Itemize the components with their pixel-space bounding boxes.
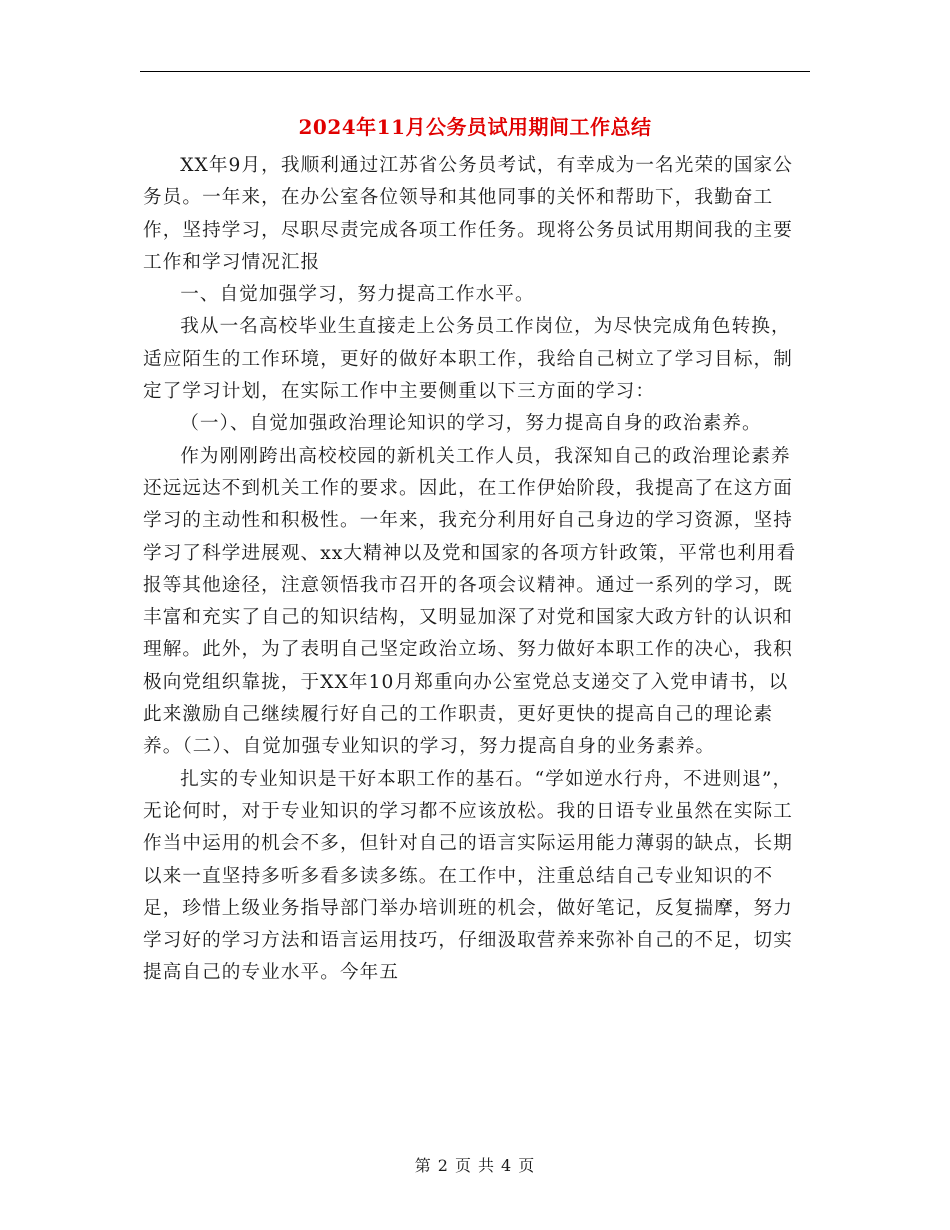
footer-suffix: 页 xyxy=(518,1156,536,1175)
paragraph-political-study: 作为刚刚跨出高校校园的新机关工作人员，我深知自己的政治理论素养还远远达不到机关工作的要求。因此，在工作伊始阶段，我提高了在这方面学习的主动性和积极性。一年来，我充分利用好自己身边的学习资源，坚持学习了科学进展观、xx大精神以及党和国家的各项方针政策，平常也利用看报等其他途径，注意领悟我市召开的各项会议精神。通过一系列的学习，既丰富和充实了自己的知识结构，又明显加深了对党和国家大政方针的认识和理解。此外，为了表明自己坚定政治立场、努力做好本职工作的决心，我积极向党组织靠拢，于XX年10月郑重向办公室党总支递交了入党申请书，以此来激励自己继续履行好自己的工作职责，更好更快的提高自己的理论素养。（二）、自觉加强专业知识的学习，努力提高自身的业务素养。 xyxy=(143,445,797,758)
footer-total-pages: 4 xyxy=(501,1156,513,1175)
paragraph-intro: XX年9月，我顺利通过江苏省公务员考试，有幸成为一名光荣的国家公务员。一年来，在办公室各位领导和其他同事的关怀和帮助下，我勤奋工作，坚持学习，尽职尽责完成各项工作任务。现将公务员试用期间我的主要工作和学习情况汇报 xyxy=(143,155,793,273)
footer-page-label: 页 xyxy=(454,1156,472,1175)
page-footer xyxy=(0,1153,950,1176)
paragraph-study-plan: 我从一名高校毕业生直接走上公务员工作岗位，为尽快完成角色转换，适应陌生的工作环境，更好的做好本职工作，我给自己树立了学习目标，制定了学习计划，在实际工作中主要侧重以下三方面的学习： xyxy=(143,316,793,403)
footer-current-page: 2 xyxy=(437,1156,449,1175)
document-body xyxy=(143,150,807,990)
section-heading-1: 一、自觉加强学习，努力提高工作水平。 xyxy=(180,284,535,306)
subsection-heading-1: （一）、自觉加强政治理论知识的学习，努力提高自身的政治素养。 xyxy=(180,413,762,435)
footer-total-label: 共 xyxy=(478,1156,496,1175)
paragraph-professional-study: 扎实的专业知识是干好本职工作的基石。“学如逆水行舟，不进则退”，无论何时，对于专业知识的学习都不应该放松。我的日语专业虽然在实际工作当中运用的机会不多，但针对自己的语言实际运用能力薄弱的缺点，长期以来一直坚持多听多看多读多练。在工作中，注重总结自己专业知识的不足，珍惜上级业务指导部门举办培训班的机会，做好笔记，反复揣摩，努力学习好的学习方法和语言运用技巧，仔细汲取营养来弥补自己的不足，切实提高自己的专业水平。今年五 xyxy=(143,768,793,984)
document-title: 2024年11月公务员试用期间工作总结 xyxy=(298,115,652,139)
footer-prefix: 第 xyxy=(414,1156,432,1175)
header-rule xyxy=(140,71,810,72)
